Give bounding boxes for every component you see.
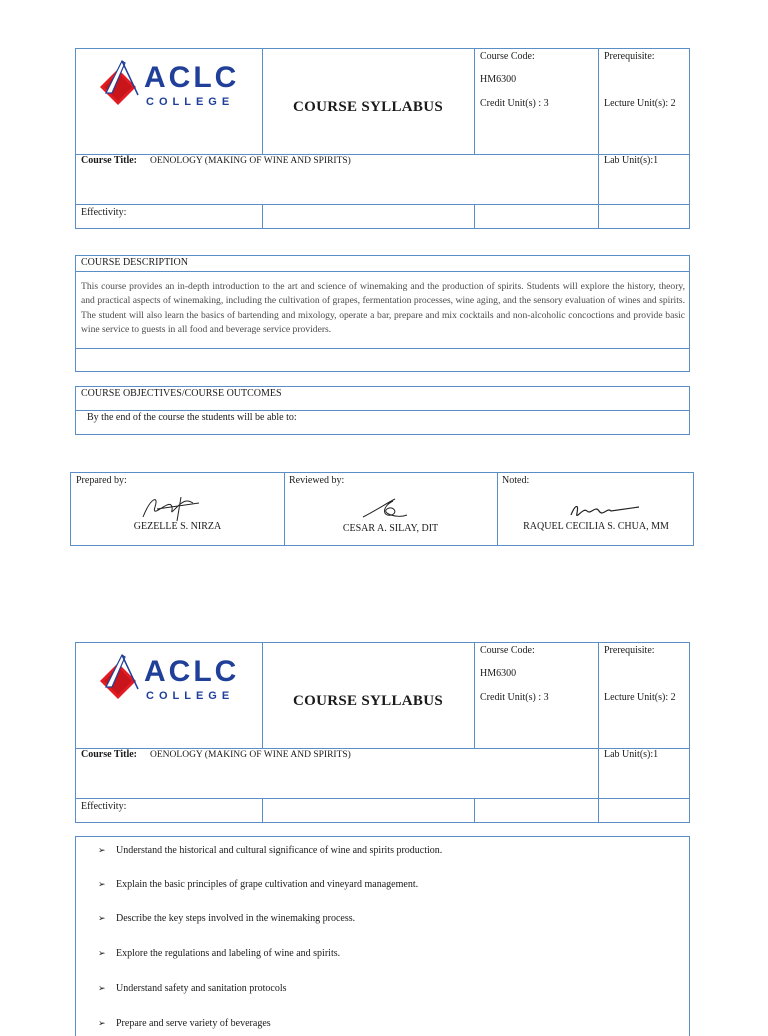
course-title-row	[81, 155, 351, 167]
logo-main-text: ACLC	[144, 61, 240, 94]
effectivity-label: Effectivity:	[81, 801, 127, 812]
course-title-value: OENOLOGY (MAKING OF WINE AND SPIRITS)	[150, 750, 351, 760]
reviewed-signature	[357, 497, 417, 523]
effectivity-label: Effectivity:	[81, 207, 127, 218]
lab-units: Lab Unit(s):1	[604, 155, 659, 166]
aclc-logo-icon	[98, 653, 142, 699]
course-code-value: HM6300	[480, 74, 517, 85]
arrow-bullet-icon: ➢	[98, 948, 106, 958]
logo-main-text: ACLC	[144, 655, 240, 688]
description-heading: COURSE DESCRIPTION	[81, 257, 188, 268]
course-objectives-box	[75, 386, 690, 435]
list-item: ➢ Prepare and serve variety of beverages	[98, 1018, 271, 1029]
course-code-label: Course Code:	[480, 51, 535, 62]
objectives-heading: COURSE OBJECTIVES/COURSE OUTCOMES	[81, 388, 282, 399]
list-item: ➢ Explore the regulations and labeling of wine and spirits.	[98, 948, 341, 959]
arrow-bullet-icon: ➢	[98, 1018, 106, 1028]
list-item: ➢ Explain the basic principles of grape cultivation and vineyard management.	[98, 879, 419, 890]
lecture-units: Lecture Unit(s): 2	[604, 692, 676, 703]
course-code-label: Course Code:	[480, 645, 535, 656]
prepared-signature	[137, 493, 207, 523]
noted-name: RAQUEL CECILIA S. CHUA, MM	[523, 521, 669, 532]
arrow-bullet-icon: ➢	[98, 983, 106, 993]
objectives-intro: By the end of the course the students will be able to:	[87, 412, 297, 423]
arrow-bullet-icon: ➢	[98, 913, 106, 923]
description-text: This course provides an in-depth introduction to the art and science of winemaking and the production of spirits. Students will explore the history, theory, and practical aspects of winemaking, including the cultivation of grapes, fermentation processes, wine aging, and the sensory evaluation of wines and spirits. The student will also learn the basics of bartending and mixology, operate a bar, prepare and mix cocktails and non-alcoholic concoctions and provide basic wine service to guests in all food and beverage service providers.	[81, 281, 685, 335]
prerequisite-label: Prerequisite:	[604, 645, 655, 656]
course-description-box	[75, 255, 690, 372]
course-title-row	[81, 749, 351, 761]
noted-label: Noted:	[502, 475, 530, 486]
lecture-units: Lecture Unit(s): 2	[604, 98, 676, 109]
arrow-bullet-icon: ➢	[98, 845, 106, 855]
signature-table	[70, 472, 694, 546]
arrow-bullet-icon: ➢	[98, 879, 106, 889]
noted-signature	[565, 497, 645, 523]
lab-units: Lab Unit(s):1	[604, 749, 659, 760]
reviewed-by-label: Reviewed by:	[289, 475, 345, 486]
list-item: ➢ Understand the historical and cultural significance of wine and spirits production.	[98, 845, 443, 856]
objectives-list-box	[75, 836, 690, 1036]
reviewed-by-name: CESAR A. SILAY, DIT	[342, 523, 439, 534]
prerequisite-label: Prerequisite:	[604, 51, 655, 62]
course-title-label: Course Title:	[81, 749, 138, 760]
list-item: ➢ Describe the key steps involved in the winemaking process.	[98, 913, 356, 924]
credit-units: Credit Unit(s) : 3	[480, 98, 549, 109]
logo-sub-text: COLLEGE	[146, 96, 235, 108]
aclc-logo	[98, 59, 248, 109]
syllabus-header-table-page2	[75, 642, 690, 823]
page-title-page2: COURSE SYLLABUS	[293, 693, 443, 709]
course-code-value: HM6300	[480, 668, 517, 679]
syllabus-header-table	[75, 48, 690, 229]
logo-sub-text: COLLEGE	[146, 690, 235, 702]
aclc-logo-page2	[98, 653, 248, 703]
page-title: COURSE SYLLABUS	[293, 99, 443, 115]
prepared-by-label: Prepared by:	[76, 475, 127, 486]
course-title-label: Course Title:	[81, 155, 138, 166]
aclc-logo-icon	[98, 59, 142, 105]
credit-units: Credit Unit(s) : 3	[480, 692, 549, 703]
prepared-by-name: GEZELLE S. NIRZA	[133, 521, 222, 532]
list-item: ➢ Understand safety and sanitation protocols	[98, 983, 287, 994]
course-title-value: OENOLOGY (MAKING OF WINE AND SPIRITS)	[150, 156, 351, 166]
